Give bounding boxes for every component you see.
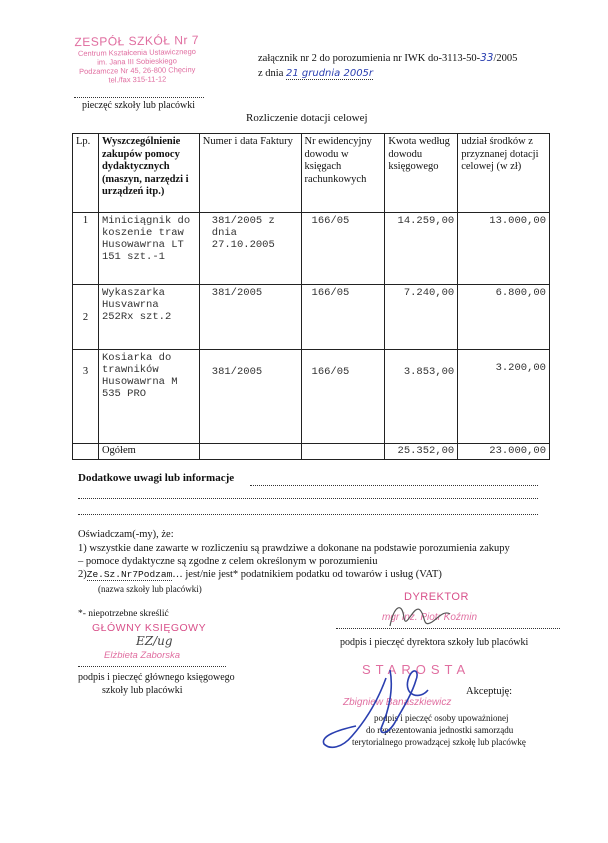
cell-record: 166/05 <box>301 213 385 285</box>
attachment-line <box>258 52 517 64</box>
header-record: Nr ewidencyjny dowodu w księgach rachunkowych <box>301 134 385 213</box>
accountant-signature-line <box>78 666 226 667</box>
director-signature <box>380 596 460 636</box>
header-invoice: Numer i data Faktury <box>199 134 301 213</box>
cell-record: 166/05 <box>301 285 385 350</box>
cell-invoice: 381/2005 <box>199 350 301 444</box>
declaration-point-2-prefix: 2) <box>78 569 87 580</box>
header-item: Wyszczególnienie zakupów pomocy dydaktycznych (maszyn, narzędzi i urządzeń itp.) <box>98 134 199 213</box>
school-stamp-caption: pieczęć szkoły lub placówki <box>82 100 196 111</box>
attachment-number: 33 <box>480 52 494 64</box>
chief-accountant-stamp: GŁÓWNY KSIĘGOWY <box>92 622 207 634</box>
cell-invoice: 381/2005 <box>199 285 301 350</box>
header-grant: udział środków z przyznanej dotacji celowej (w zł) <box>458 134 550 213</box>
table-row <box>73 350 550 444</box>
accountant-name-stamp: Elżbieta Zaborska <box>104 650 181 661</box>
table-row <box>73 285 550 350</box>
school-name-fill: Ze.Sz.Nr7Podzam <box>86 569 173 580</box>
cell-grant: 6.800,00 <box>458 285 550 350</box>
cell-lp: 2 <box>73 285 99 350</box>
director-stamp: DYREKTOR <box>404 591 469 603</box>
accountant-caption: podpis i pieczęć głównego księgowego <box>78 672 235 683</box>
director-name-stamp: mgr inż. Piotr Koźmin <box>382 612 478 623</box>
cell-item: Kosiarka do trawników Husowawrna M 535 PRO <box>98 350 199 444</box>
page-title: Rozliczenie dotacji celowej <box>246 112 368 124</box>
starosta-name-stamp: Zbigniew Banaszkiewicz <box>343 697 452 708</box>
school-stamp-line: im. Jana III Sobieskiego <box>97 56 177 67</box>
attachment-text: załącznik nr 2 do porozumienia nr IWK do-3113-50- <box>258 53 481 64</box>
starosta-signature <box>316 650 456 760</box>
date-handwritten: 21 grudnia 2005r <box>286 68 374 79</box>
total-label: Ogółem <box>98 444 199 460</box>
starosta-caption: terytorialnego prowadzącej szkołę lub placówkę <box>352 737 526 747</box>
cell-item: Miniciągnik do koszenie traw Husowawrna LT 151 szt.-1 <box>98 213 199 285</box>
remarks-line <box>78 498 538 499</box>
footnote: *- niepotrzebne skreślić <box>78 609 169 619</box>
director-caption: podpis i pieczęć dyrektora szkoły lub placówki <box>340 637 529 648</box>
school-stamp-line: tel./fax 315-11-12 <box>108 74 167 85</box>
remarks-heading: Dodatkowe uwagi lub informacje <box>78 472 235 484</box>
school-stamp-line: Podzamcze Nr 45, 26-800 Chęciny <box>78 64 196 77</box>
stamp-dotted-line <box>74 97 204 98</box>
cell-amount: 3.853,00 <box>385 350 458 444</box>
cell-grant: 13.000,00 <box>458 213 550 285</box>
declaration-point-1b: – pomoce dydaktyczne są zgodne z celem określonym w porozumieniu <box>78 556 378 567</box>
cell-invoice: 381/2005 z dnia 27.10.2005 <box>199 213 301 285</box>
cell-amount: 7.240,00 <box>385 285 458 350</box>
total-amount: 25.352,00 <box>385 444 458 460</box>
school-stamp-line: Centrum Kształcenia Ustawicznego <box>77 46 196 59</box>
declaration-point-2-caption: (nazwa szkoły lub placówki) <box>98 584 202 594</box>
attachment-year: /2005 <box>493 53 518 64</box>
total-grant: 23.000,00 <box>458 444 550 460</box>
cell-lp: 1 <box>73 213 99 285</box>
cell-lp: 3 <box>73 350 99 444</box>
accept-label: Akceptuję: <box>466 686 513 697</box>
date-line <box>258 68 373 79</box>
remarks-line <box>78 514 538 515</box>
starosta-stamp: STAROSTA <box>362 662 471 677</box>
accountant-caption: szkoły lub placówki <box>102 685 183 696</box>
declaration-point-1: 1) wszystkie dane zawarte w rozliczeniu są prawdziwe a dokonane na podstawie porozumienia zakupy <box>78 543 510 554</box>
settlement-table <box>72 133 550 460</box>
declaration-intro: Oświadczam(-my), że: <box>78 529 174 540</box>
total-row <box>73 444 550 460</box>
starosta-caption: do reprezentowania jednostki samorządu <box>366 725 514 735</box>
remarks-line <box>250 485 538 486</box>
declaration-point-2: 2)Ze.Sz.Nr7Podzam… jest/nie jest* podatnikiem podatku od towarów i usług (VAT) <box>78 569 442 580</box>
cell-amount: 14.259,00 <box>385 213 458 285</box>
header-amount: Kwota według dowodu księgowego <box>385 134 458 213</box>
cell-grant: 3.200,00 <box>458 350 550 444</box>
header-lp: Lp. <box>73 134 99 213</box>
cell-record: 166/05 <box>301 350 385 444</box>
school-stamp-title: ZESPÓŁ SZKÓŁ Nr 7 <box>74 32 200 50</box>
table-row <box>73 213 550 285</box>
accountant-signature: EZ/ug <box>136 634 173 648</box>
declaration-point-2-text: jest/nie jest* podatnikiem podatku od towarów i usług (VAT) <box>185 569 442 580</box>
cell-item: Wykaszarka Husvawrna 252Rx szt.2 <box>98 285 199 350</box>
school-stamp <box>62 33 213 86</box>
date-prefix: z dnia <box>258 68 284 79</box>
starosta-caption: podpis i pieczęć osoby upoważnionej <box>374 713 509 723</box>
